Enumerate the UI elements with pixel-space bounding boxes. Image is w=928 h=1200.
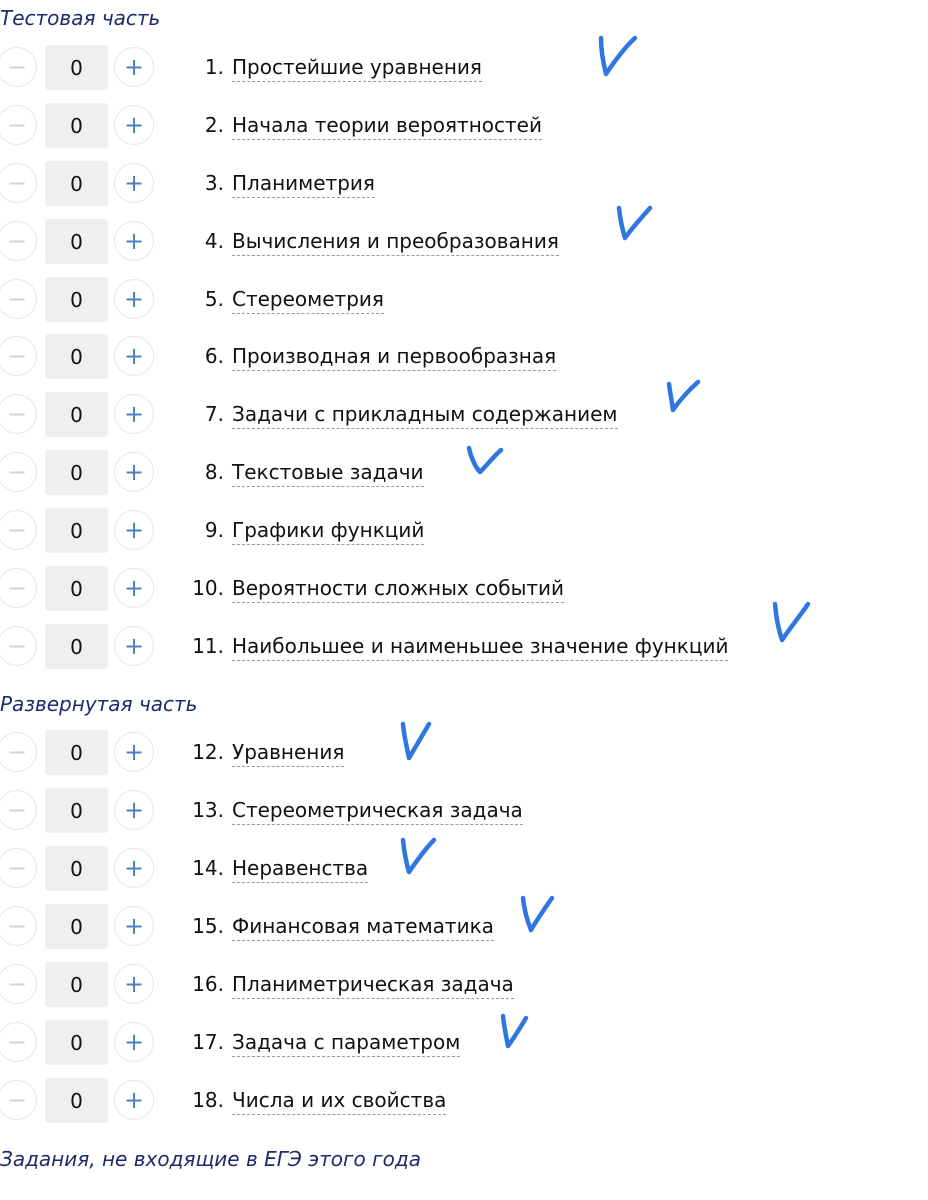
task-count-field[interactable]: 0 [45,788,108,833]
decrement-button[interactable]: − [0,1080,37,1120]
task-number: 7. [204,402,224,426]
task-number: 1. [204,55,224,79]
task-row-16 [0,957,928,1015]
task-count-field[interactable]: 0 [45,161,108,206]
section-title-test-part: Тестовая часть [0,6,161,30]
increment-button[interactable]: + [114,1080,154,1120]
task-count-field[interactable]: 0 [45,45,108,90]
decrement-button[interactable]: − [0,105,37,145]
task-number: 6. [204,344,224,368]
task-topic-link[interactable]: Графики функций [232,517,424,545]
task-number: 14. [192,856,224,880]
increment-button[interactable]: + [114,568,154,608]
task-topic-link[interactable]: Вероятности сложных событий [232,575,564,603]
decrement-button[interactable]: − [0,452,37,492]
task-count-field[interactable]: 0 [45,277,108,322]
increment-button[interactable]: + [114,47,154,87]
increment-button[interactable]: + [114,336,154,376]
increment-button[interactable]: + [114,626,154,666]
task-count-field[interactable]: 0 [45,392,108,437]
increment-button[interactable]: + [114,964,154,1004]
handwritten-check-icon [498,1010,542,1056]
task-row-14 [0,841,928,899]
increment-button[interactable]: + [114,848,154,888]
section-title-not-in-exam: Задания, не входящие в ЕГЭ этого года [0,1147,421,1171]
decrement-button[interactable]: − [0,568,37,608]
task-count-field[interactable]: 0 [45,1020,108,1065]
task-row-2 [0,98,928,156]
task-topic-link[interactable]: Текстовые задачи [232,459,424,487]
task-topic-link[interactable]: Планиметрия [232,170,375,198]
task-topic-link[interactable]: Простейшие уравнения [232,54,482,82]
task-number: 3. [204,171,224,195]
task-number: 15. [192,914,224,938]
handwritten-check-icon [596,34,640,80]
decrement-button[interactable]: − [0,163,37,203]
task-number: 10. [192,576,224,600]
task-count-field[interactable]: 0 [45,904,108,949]
task-topic-link[interactable]: Задачи с прикладным содержанием [232,401,618,429]
decrement-button[interactable]: − [0,906,37,946]
decrement-button[interactable]: − [0,47,37,87]
task-number: 5. [204,287,224,311]
increment-button[interactable]: + [114,790,154,830]
task-number: 8. [204,460,224,484]
task-row-1 [0,40,928,98]
task-count-field[interactable]: 0 [45,334,108,379]
decrement-button[interactable]: − [0,1022,37,1062]
task-topic-link[interactable]: Стереометрическая задача [232,797,523,825]
task-row-15 [0,899,928,957]
task-number: 12. [192,740,224,764]
handwritten-check-icon [614,202,658,248]
increment-button[interactable]: + [114,452,154,492]
task-topic-link[interactable]: Производная и первообразная [232,343,556,371]
increment-button[interactable]: + [114,221,154,261]
task-row-18 [0,1073,928,1131]
task-count-field[interactable]: 0 [45,450,108,495]
handwritten-check-icon [664,376,708,422]
increment-button[interactable]: + [114,1022,154,1062]
task-topic-link[interactable]: Задача с параметром [232,1029,460,1057]
task-row-12 [0,725,928,783]
increment-button[interactable]: + [114,732,154,772]
increment-button[interactable]: + [114,510,154,550]
task-count-field[interactable]: 0 [45,508,108,553]
handwritten-check-icon [398,718,442,764]
handwritten-check-icon [398,832,442,878]
task-count-field[interactable]: 0 [45,846,108,891]
task-row-5 [0,272,928,330]
task-topic-link[interactable]: Числа и их свойства [232,1087,446,1115]
task-count-field[interactable]: 0 [45,730,108,775]
decrement-button[interactable]: − [0,626,37,666]
task-row-13 [0,783,928,841]
task-count-field[interactable]: 0 [45,1078,108,1123]
handwritten-check-icon [464,440,508,486]
task-number: 11. [192,634,224,658]
task-row-6 [0,329,928,387]
task-topic-link[interactable]: Стереометрия [232,286,384,314]
decrement-button[interactable]: − [0,510,37,550]
decrement-button[interactable]: − [0,221,37,261]
task-topic-link[interactable]: Планиметрическая задача [232,971,514,999]
task-row-7 [0,387,928,445]
decrement-button[interactable]: − [0,848,37,888]
task-number: 2. [204,113,224,137]
task-topic-link[interactable]: Наибольшее и наименьшее значение функций [232,633,728,661]
task-row-3 [0,156,928,214]
task-number: 9. [204,518,224,542]
task-number: 16. [192,972,224,996]
increment-button[interactable]: + [114,105,154,145]
handwritten-check-icon [770,598,814,644]
decrement-button[interactable]: − [0,732,37,772]
task-row-4 [0,214,928,272]
task-count-field[interactable]: 0 [45,103,108,148]
task-row-17 [0,1015,928,1073]
decrement-button[interactable]: − [0,964,37,1004]
task-number: 13. [192,798,224,822]
decrement-button[interactable]: − [0,790,37,830]
task-count-field[interactable]: 0 [45,962,108,1007]
task-number: 17. [192,1030,224,1054]
increment-button[interactable]: + [114,279,154,319]
increment-button[interactable]: + [114,394,154,434]
task-row-9 [0,503,928,561]
task-topic-link[interactable]: Начала теории вероятностей [232,112,542,140]
task-topic-link[interactable]: Уравнения [232,739,344,767]
handwritten-check-icon [518,890,562,936]
decrement-button[interactable]: − [0,336,37,376]
increment-button[interactable]: + [114,906,154,946]
task-topic-link[interactable]: Неравенства [232,855,368,883]
decrement-button[interactable]: − [0,279,37,319]
task-count-field[interactable]: 0 [45,219,108,264]
task-number: 4. [204,229,224,253]
section-title-extended-part: Развернутая часть [0,692,198,716]
task-number: 18. [192,1088,224,1112]
decrement-button[interactable]: − [0,394,37,434]
task-topic-link[interactable]: Вычисления и преобразования [232,228,559,256]
task-count-field[interactable]: 0 [45,624,108,669]
increment-button[interactable]: + [114,163,154,203]
task-topic-link[interactable]: Финансовая математика [232,913,494,941]
task-count-field[interactable]: 0 [45,566,108,611]
